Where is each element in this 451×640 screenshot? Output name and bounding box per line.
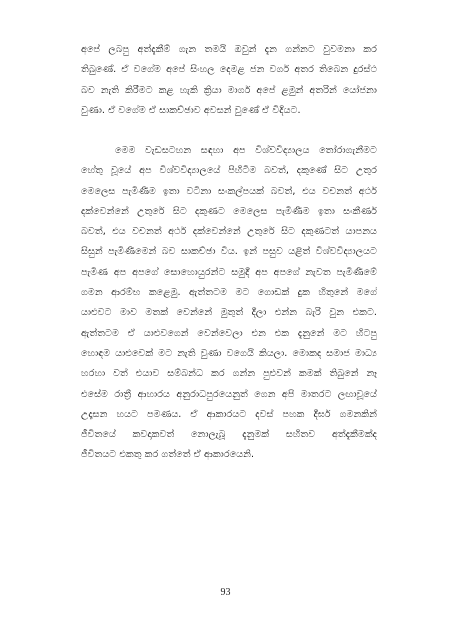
paragraph-1 bbox=[81, 40, 377, 121]
text-line: ගමන ආරම්භ කළෙමු. ඇත්තටම මට ගොඩක් දුක හිතුනේ මගේ bbox=[81, 287, 377, 299]
text-line: පැමිණ අප අපගේ සොහොයුරන්ට සමුදී අප අපගේ නැවත පැමිණීමේ bbox=[81, 266, 377, 278]
text-line: සිසුන් පැමිණීමෙන් බව සාකච්ඡා විය. ඉන් පසුව යළිත් විශ්වවිද්‍යාලයට bbox=[81, 246, 377, 258]
text-line: උදෑසන හයට පමණය. ඒ ආකාරයට දවස් පහක දීර්ඝ ගමනකින් bbox=[81, 408, 377, 420]
text-line: වුණා. ඒ වගේම ඒ සාකච්ඡාව අවසන් වුණේ ඒ විදියට. bbox=[81, 104, 301, 116]
paragraph-2 bbox=[81, 141, 377, 466]
text-line: මෙම වැඩසටහන සඳහා අප විශ්වවිද්‍යාලය තෝරාගැනීමට bbox=[115, 145, 377, 156]
text-line: හොඳම යාළුවෙක් මට නැති වුණා වගෙයි කියලා. මොකද සමාජ මාධ්‍ය bbox=[81, 347, 377, 359]
text-line: අපේ ලබපු අත්දැකීම් ගැන තමයි ඔවුන් දැන ගන්නට වුවමනා කර bbox=[81, 44, 377, 55]
text-line: ජීවිතයට එකතු කර ගත්තේ ඒ ආකාරයෙනි. bbox=[81, 449, 255, 461]
text-line: හරහා වත් එයාව සම්බන්ධ කර ගන්න පුළුවන් කමක් තිබුනේ නෑ bbox=[81, 368, 377, 380]
text-line: දක්වෙන්නේ උතුරේ සිට දකුණට මෙලෙස පැමිණීම ඉතා සංකීර්ණ bbox=[81, 205, 377, 217]
page-number: 93 bbox=[220, 587, 231, 598]
text-line: ජීවිතයේ කවදාකවත් නොලැබූ දැනුමක් සහිතව අත්දැකීමක්ද bbox=[81, 429, 377, 441]
text-line: බවත්, එය වචනත් අර්ථ දක්වෙන්නේ උතුරේ සිට දකුණටත් යාපනය bbox=[81, 226, 377, 238]
text-line: තිබුණේ. ඒ වගේම අපේ සිංහල දෙමළ ජන වර්ග අතර තිබෙන දුරස්ථ bbox=[81, 64, 377, 76]
text-line: එසේම රාත්‍රී ආහාරය අනුරාධපුරයෙනුත් ගෙන අපි මාතරට ලඟාවූයේ bbox=[81, 388, 377, 400]
text-line: හේතු වූයේ අප විශ්වවිද්‍යාලයේ පිහිටීම බවත්, දකුණේ සිට උතුර bbox=[81, 165, 377, 177]
text-line: යාළුවට මාව මතක් වෙන්නේ මුතුත් දීලා එන්න බැරි වුන එකට. bbox=[81, 307, 377, 319]
text-line: බව නැති කිරීමට කළ හැකි ක්‍රියා මාර්ග අපේ ළමුන් අතරින් යෝජනා bbox=[81, 84, 377, 96]
text-line: මෙලෙස පැමිණීම ඉතා වටිනා සංකල්පයක් බවත්, එය වචනත් අර්ථ bbox=[81, 185, 377, 197]
text-line: ඇත්තටම ඒ යාළුවගෙන් වෙන්වෙලා එන එක දැනුනේ මට හිටපු bbox=[81, 327, 377, 339]
